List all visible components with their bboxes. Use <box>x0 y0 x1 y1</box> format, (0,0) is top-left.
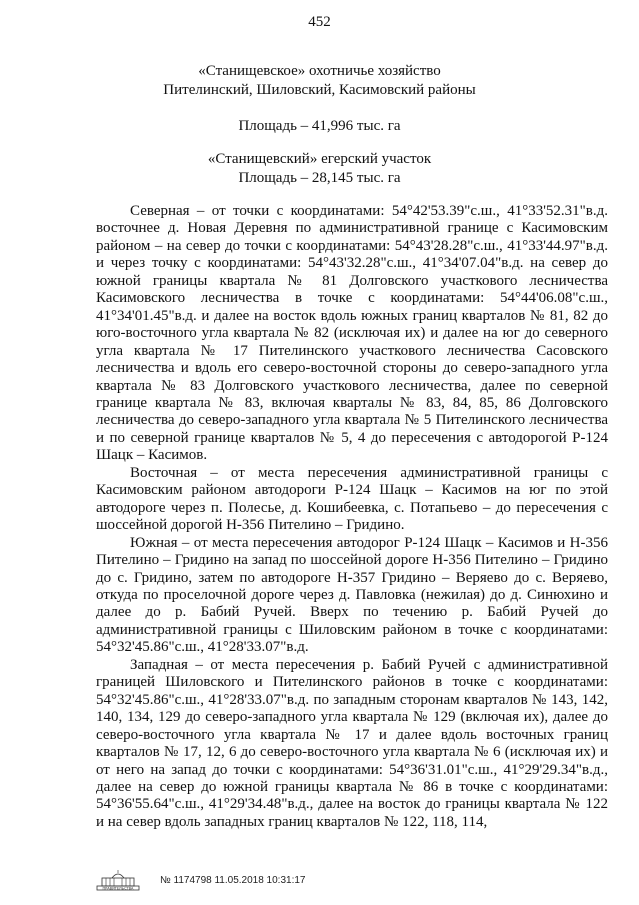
east-boundary-paragraph: Восточная – от места пересечения административной границы с Касимовским районом автодороги Р-124 Шацк – Касимов на юг по этой автодороге через п. Полесье, д. Кошибеевка, с. Потапьево – до пересечения с шоссейной дорогой Н-356 Пителино – Гридино. <box>96 464 608 534</box>
document-registration-stamp: № 1174798 11.05.2018 10:31:17 <box>160 874 306 886</box>
districts-line: Пителинский, Шиловский, Касимовский районы <box>163 82 476 98</box>
south-boundary-paragraph: Южная – от места пересечения автодорог Р-124 Шацк – Касимов и Н-356 Пителино – Гридино на запад по шоссейной дороге Н-356 Пителино – Гридино до с. Гридино, затем по автодороге Н-357 Гридино – Веряево до с. Веряево, откуда по проселочной дороге через д. Павловка (нежилая) до д. Синюхино и далее до р. Бабий Ручей. Вверх по течению р. Бабий Ручей до административной границы с Шиловским районом в точке с координатами: 54°32'45.86"с.ш., 41°28'33.07"в.д. <box>96 534 608 656</box>
seal-label: ПРАВИТЕЛЬСТВА <box>102 886 134 891</box>
government-building-icon <box>96 869 140 891</box>
section-heading <box>0 150 639 188</box>
west-boundary-paragraph: Западная – от места пересечения р. Бабий Ручей с административной границей Шиловского и Пителинского районов в точке с координатами: 54°32'45.86"с.ш., 41°28'33.07"в.д. по западным сторонам кварталов № 143, 142, 140, 134, 129 до северо-западного угла квартала № 129 (включая их), далее до северо-восточного угла квартала № 17 и далее вдоль восточных границ кварталов № 17, 12, 6 до северо-восточного угла квартала № 6 (исключая их) и от него на запад до точки с координатами: 54°36'31.01"с.ш., 41°29'29.34"в.д., далее на север до южной границы квартала № 86 в точке с координатами: 54°36'55.64"с.ш., 41°29'34.48"в.д., далее на восток до границы квартала № 122 и на север вдоль западных границ кварталов № 122, 118, 114, <box>96 656 608 830</box>
section-area: Площадь – 28,145 тыс. га <box>238 170 401 186</box>
hunting-ground-title: «Станищевское» охотничье хозяйство <box>198 63 441 79</box>
section-title: «Станищевский» егерский участок <box>207 151 432 167</box>
north-boundary-paragraph: Северная – от точки с координатами: 54°42'53.39"с.ш., 41°33'52.31"в.д. восточнее д. Новая Деревня по административной границе с Касимовским районом – на север до точки с координатами: 54°43'28.28"с.ш., 41°33'44.97"в.д. и через точку с координатами: 54°43'32.28"с.ш., 41°34'07.04"в.д. на север до южной границы квартала № 81 Долговского участкового лесничества Касимовского лесничества в точке с координатами: 54°44'06.08"с.ш., 41°34'01.45"в.д. и далее на восток вдоль южных границ кварталов № 81, 82 до юго-восточного угла квартала № 82 (исключая их) и далее на юг до северного угла квартала № 17 Пителинского участкового лесничества Сасовского лесничества и вдоль его северо-восточной стороны до северо-западного угла квартала № 83 Долговского участкового лесничества, далее по северной границе квартала № 83, включая кварталы № 83, 84, 85, 86 Долговского лесничества до северо-западного угла квартала № 5 Пителинского лесничества и по северной границе кварталов № 5, 4 до пересечения с автодорогой Р-124 Шацк – Касимов. <box>96 203 608 464</box>
total-area: Площадь – 41,996 тыс. га <box>238 118 401 134</box>
boundary-description <box>96 203 608 831</box>
hunting-ground-heading <box>0 62 639 100</box>
document-footer <box>96 869 305 891</box>
page-number: 452 <box>308 14 331 30</box>
